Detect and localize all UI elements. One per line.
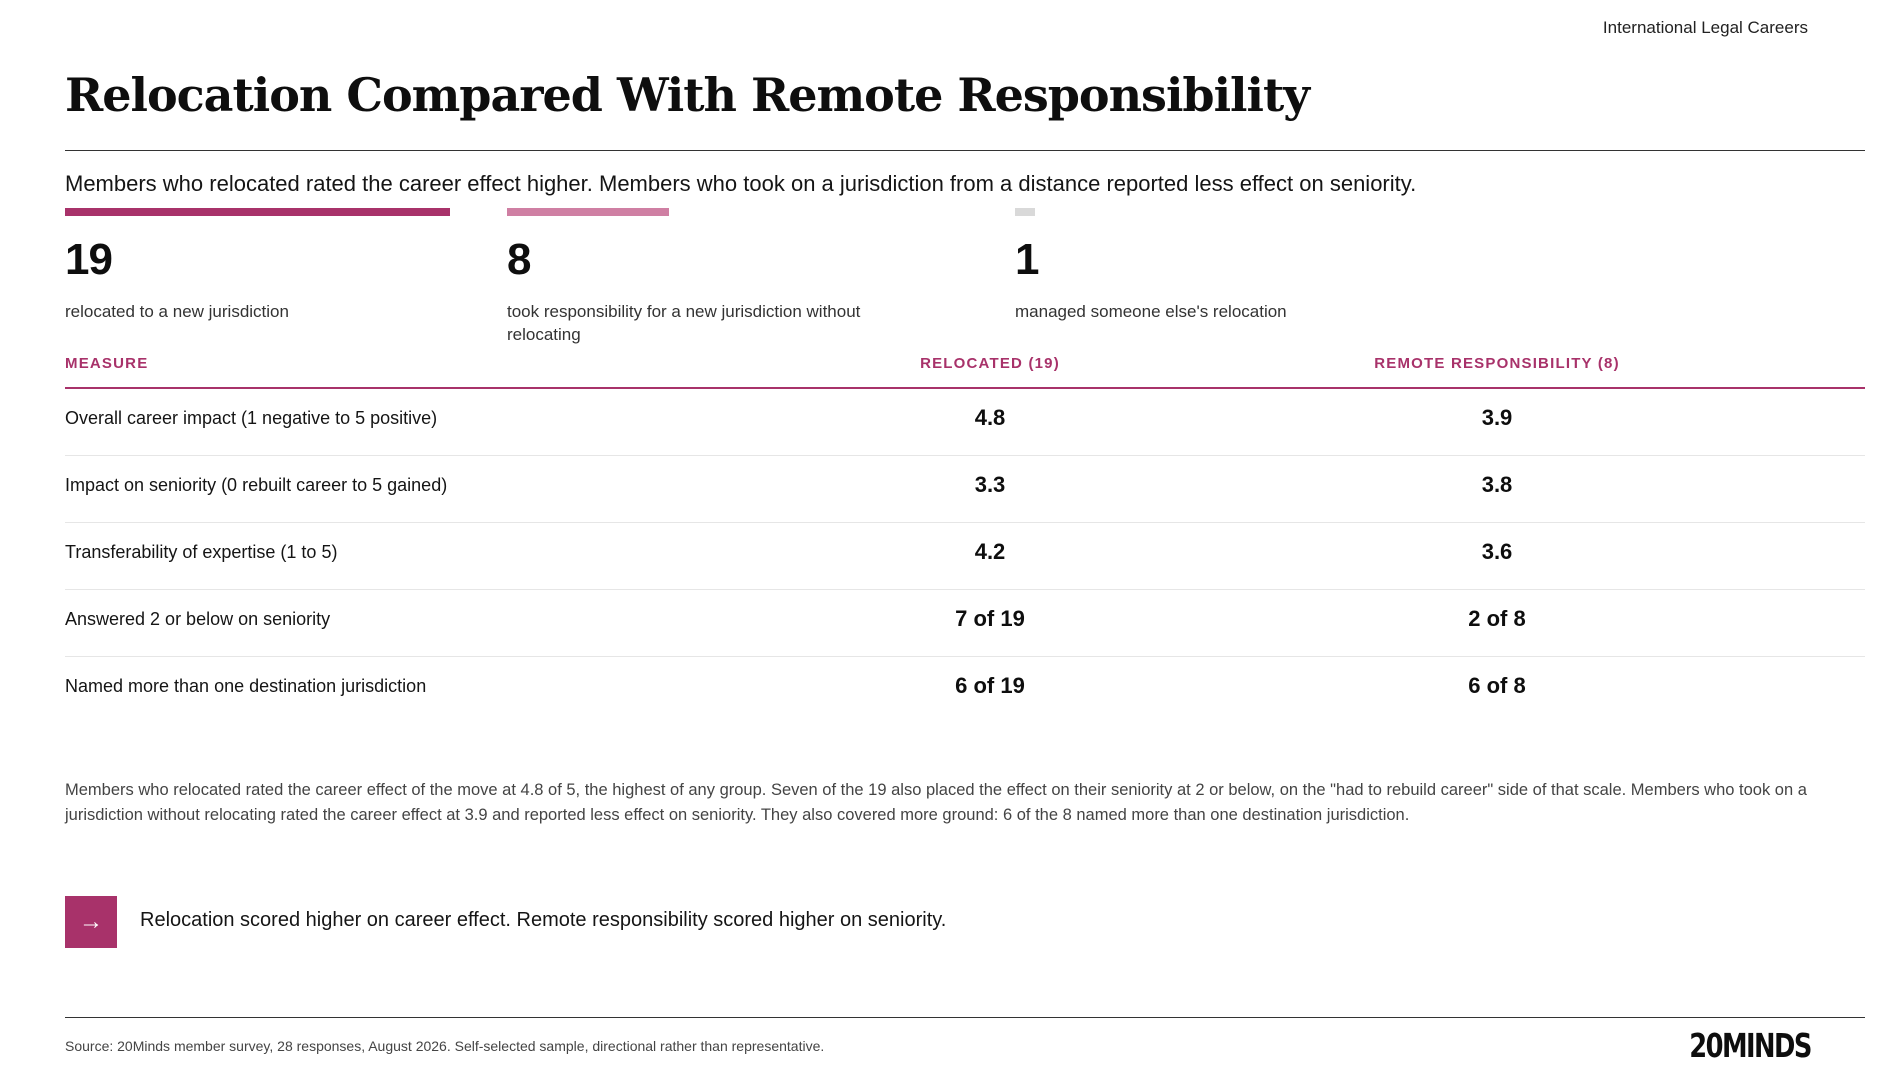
table-row xyxy=(65,456,1865,523)
stat-bar xyxy=(65,208,450,216)
arrow-right-icon: → xyxy=(65,896,117,948)
row-remote-value: 3.9 xyxy=(1481,405,1513,430)
stats-row xyxy=(65,208,1865,344)
header-measure: MEASURE xyxy=(65,355,149,372)
brand-label: International Legal Careers xyxy=(1602,18,1808,37)
stat-value: 8 xyxy=(507,235,531,284)
row-relocated-value: 7 of 19 xyxy=(955,606,1025,631)
lede-text: Members who relocated rated the career effect higher. Members who took on a jurisdiction from a distance reported less effect on seniority. xyxy=(65,171,1417,196)
explanatory-note: Members who relocated rated the career effect of the move at 4.8 of 5, the highest of any group. Seven of the 19 also placed the effect on their seniority at 2 or below, on the "had to rebuild career" side of that scale. Members who took on a jurisdiction without relocating rated the career effect at 3.9 and reported less effect on seniority. They also covered more ground: 6 of the 8 named more than one destination jurisdiction. xyxy=(65,781,1807,824)
row-relocated-value: 3.3 xyxy=(974,472,1006,497)
stat-label: relocated to a new jurisdiction xyxy=(65,302,289,321)
table-header xyxy=(65,355,1865,389)
stat-managed xyxy=(1015,208,1415,323)
header-relocated: RELOCATED (19) xyxy=(920,355,1060,372)
row-measure: Overall career impact (1 negative to 5 positive) xyxy=(65,408,438,428)
callout-text: Relocation scored higher on career effect. Remote responsibility scored higher on seniority. xyxy=(140,909,947,931)
table-row xyxy=(65,523,1865,590)
row-relocated-value: 4.8 xyxy=(974,405,1006,430)
row-measure: Transferability of expertise (1 to 5) xyxy=(65,542,338,562)
stat-value: 19 xyxy=(65,235,112,284)
takeaway-callout xyxy=(65,896,1265,948)
row-measure: Impact on seniority (0 rebuilt career to 5 gained) xyxy=(65,475,448,495)
row-remote-value: 3.6 xyxy=(1481,539,1513,564)
table-row xyxy=(65,590,1865,657)
row-measure: Named more than one destination jurisdiction xyxy=(65,676,427,696)
title-divider xyxy=(65,150,1865,151)
row-remote-value: 2 of 8 xyxy=(1468,606,1526,631)
stat-label: managed someone else's relocation xyxy=(1015,302,1287,321)
row-measure: Answered 2 or below on seniority xyxy=(65,609,331,629)
stat-value: 1 xyxy=(1015,235,1039,284)
row-remote-value: 6 of 8 xyxy=(1468,673,1526,698)
stat-bar xyxy=(1015,208,1035,216)
source-note: Source: 20Minds member survey, 28 responses, August 2026. Self-selected sample, directional rather than representative. xyxy=(65,1038,825,1054)
footer-divider xyxy=(65,1017,1865,1018)
row-relocated-value: 6 of 19 xyxy=(955,673,1025,698)
stat-relocated xyxy=(65,208,465,323)
stat-remote xyxy=(507,208,897,346)
stat-bar xyxy=(507,208,669,216)
row-relocated-value: 4.2 xyxy=(974,539,1006,564)
page xyxy=(65,0,1865,1071)
stat-label: took responsibility for a new jurisdiction without relocating xyxy=(507,302,861,344)
table-row xyxy=(65,389,1865,456)
table-row xyxy=(65,657,1865,723)
header-remote: REMOTE RESPONSIBILITY (8) xyxy=(1374,355,1620,372)
row-remote-value: 3.8 xyxy=(1481,472,1513,497)
brand-logo: 20MINDS xyxy=(1689,1026,1811,1065)
comparison-table xyxy=(65,355,1865,723)
page-title: Relocation Compared With Remote Responsibility xyxy=(65,68,1309,122)
